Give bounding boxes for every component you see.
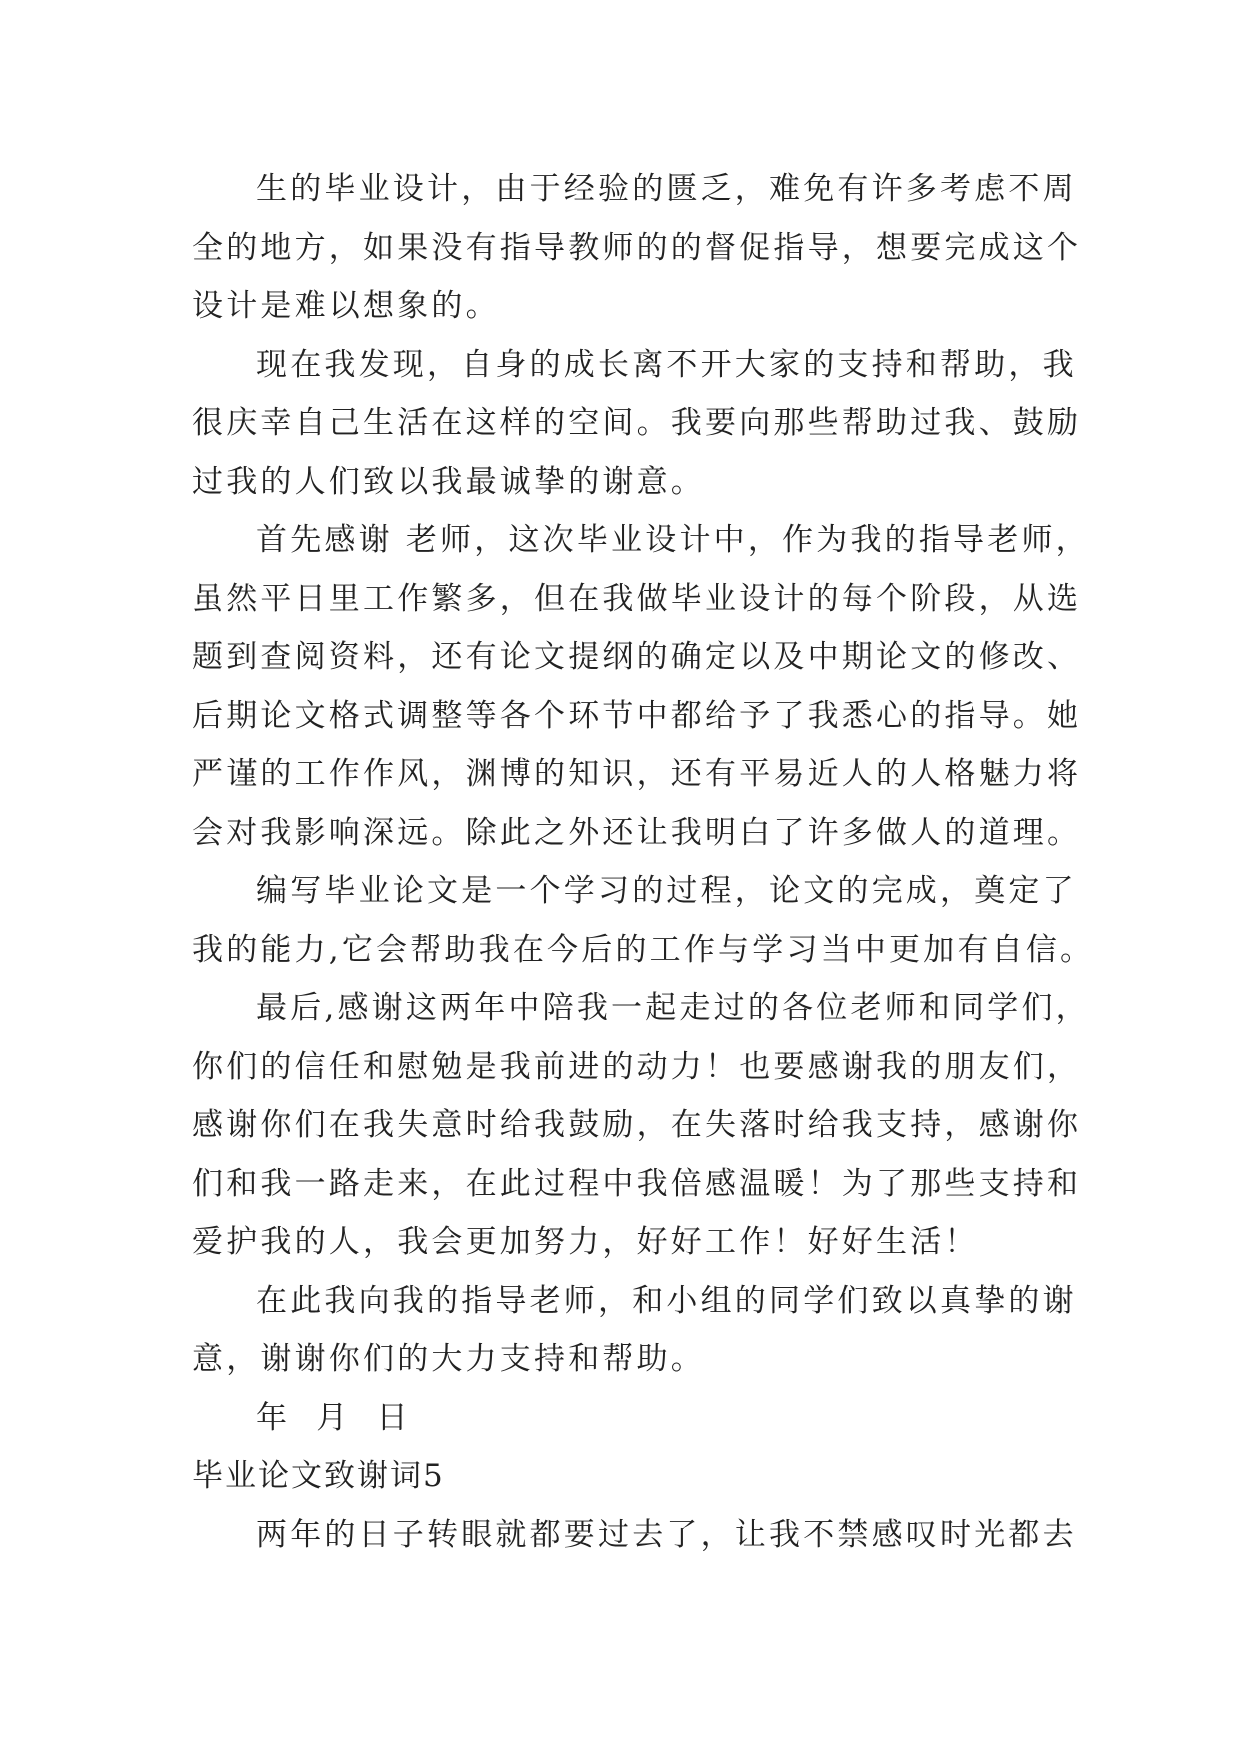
paragraph-line: 最后,感谢这两年中陪我一起走过的各位老师和同学们，: [256, 990, 1090, 1026]
paragraph-line: 设计是难以想象的。: [192, 288, 500, 324]
date-line: 年 月 日: [256, 1399, 411, 1436]
paragraph-line: 虽然平日里工作繁多，但在我做毕业设计的每个阶段，从选: [192, 580, 1082, 617]
paragraph-line: 意，谢谢你们的大力支持和帮助。: [192, 1341, 705, 1377]
paragraph-line: 编写毕业论文是一个学习的过程，论文的完成，奠定了: [256, 873, 1077, 909]
paragraph-line: 爱护我的人，我会更加努力，好好工作！好好生活！: [192, 1224, 979, 1260]
paragraph-line: 过我的人们致以我最诚挚的谢意。: [192, 463, 705, 500]
paragraph-line: 题到查阅资料，还有论文提纲的确定以及中期论文的修改、: [192, 639, 1082, 675]
section-heading: 毕业论文致谢词5: [192, 1458, 445, 1494]
paragraph-line: 感谢你们在我失意时给我鼓励，在失落时给我支持，感谢你: [192, 1107, 1082, 1143]
paragraph-line: 会对我影响深远。除此之外还让我明白了许多做人的道理。: [192, 814, 1082, 851]
paragraph-line: 很庆幸自己生活在这样的空间。我要向那些帮助过我、鼓励: [192, 405, 1082, 441]
paragraph-line: 首先感谢 老师，这次毕业设计中，作为我的指导老师，: [256, 522, 1090, 558]
paragraph-line: 们和我一路走来，在此过程中我倍感温暖！为了那些支持和: [192, 1165, 1082, 1202]
paragraph-line: 生的毕业设计，由于经验的匮乏，难免有许多考虑不周: [256, 171, 1077, 207]
document-body: [192, 160, 1095, 1564]
paragraph-line: 两年的日子转眼就都要过去了，让我不禁感叹时光都去: [256, 1516, 1077, 1553]
paragraph-line: 我的能力,它会帮助我在今后的工作与学习当中更加有自信。: [192, 931, 1095, 968]
paragraph-line: 现在我发现，自身的成长离不开大家的支持和帮助，我: [256, 346, 1077, 383]
paragraph-line: 严谨的工作作风，渊博的知识，还有平易近人的人格魅力将: [192, 756, 1082, 792]
paragraph-line: 你们的信任和慰勉是我前进的动力！也要感谢我的朋友们，: [192, 1048, 1082, 1085]
paragraph-line: 在此我向我的指导老师，和小组的同学们致以真挚的谢: [256, 1282, 1077, 1319]
paragraph-line: 后期论文格式调整等各个环节中都给予了我悉心的指导。她: [192, 697, 1082, 734]
paragraph-line: 全的地方，如果没有指导教师的的督促指导，想要完成这个: [192, 229, 1082, 266]
